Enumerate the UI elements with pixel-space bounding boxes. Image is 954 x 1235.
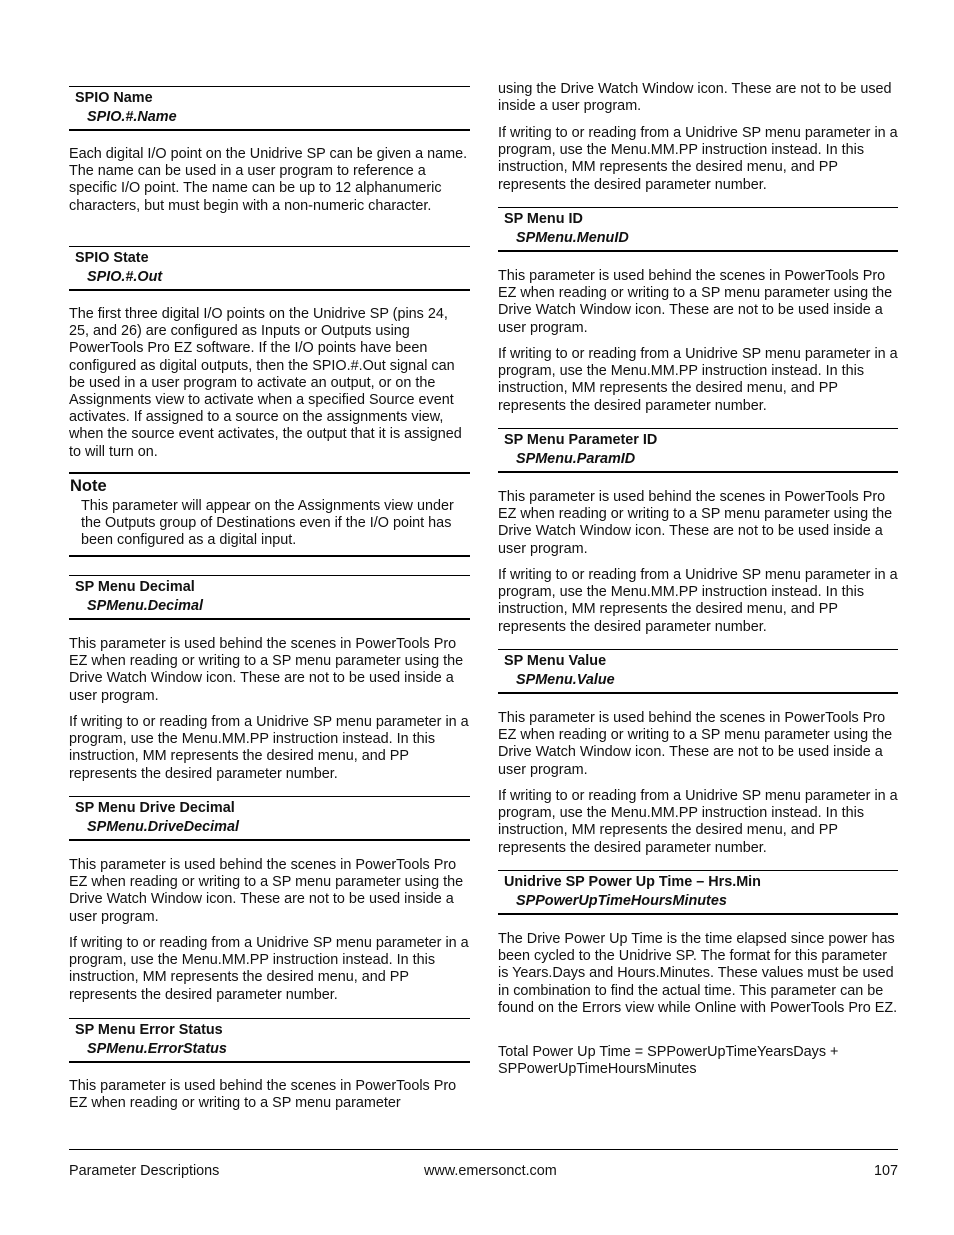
note-box (69, 472, 470, 557)
spio-name-header (69, 86, 470, 131)
param-title: SP Menu Error Status (75, 1022, 223, 1038)
power-up-time-header (498, 870, 898, 915)
sp-menu-id-menu-instruction: If writing to or reading from a Unidrive SP menu parameter in a program, use the Menu.MM.PP instruction instead. In this instruction, MM represents the desired menu, and PP represents the desired parameter number. (498, 346, 898, 414)
param-variable: SPMenu.Decimal (87, 598, 203, 614)
sp-menu-error-status-usage-continued: using the Drive Watch Window icon. These are not to be used inside a user program. (498, 81, 892, 115)
sp-menu-error-status-usage: This parameter is used behind the scenes in PowerTools Pro EZ when reading or writing to a SP menu parameter (69, 1078, 457, 1112)
param-title: SPIO State (75, 250, 149, 266)
param-variable: SPMenu.ErrorStatus (87, 1041, 227, 1057)
sp-menu-id-usage: This parameter is used behind the scenes in PowerTools Pro EZ when reading or writing to a SP menu parameter using the Drive Watch Window icon. These are not to be used inside a user program. (498, 268, 893, 336)
param-title: SP Menu Drive Decimal (75, 800, 235, 816)
param-variable: SPIO.#.Name (87, 109, 177, 125)
sp-menu-parameter-id-menu-instruction: If writing to or reading from a Unidrive SP menu parameter in a program, use the Menu.MM.PP instruction instead. In this instruction, MM represents the desired menu, and PP represents the desired parameter number. (498, 567, 898, 635)
sp-menu-parameter-id-usage: This parameter is used behind the scenes in PowerTools Pro EZ when reading or writing to a SP menu parameter using the Drive Watch Window icon. These are not to be used inside a user program. (498, 489, 893, 557)
param-title: SP Menu Parameter ID (504, 432, 658, 448)
sp-menu-decimal-menu-instruction: If writing to or reading from a Unidrive SP menu parameter in a program, use the Menu.MM.PP instruction instead. In this instruction, MM represents the desired menu, and PP represents the desired parameter number. (69, 714, 469, 782)
power-up-time-description: The Drive Power Up Time is the time elapsed since power has been cycled to the Unidrive SP. The format for this parameter is Years.Days and Hours.Minutes. These values must be used in combination to find the actual time. This parameter can be found on the Errors view while Online with PowerTools Pro EZ. (498, 931, 898, 1016)
spio-state-header (69, 246, 470, 291)
footer-section-title: Parameter Descriptions (69, 1163, 220, 1179)
footer-url: www.emersonct.com (424, 1163, 557, 1179)
param-variable: SPIO.#.Out (87, 269, 163, 285)
sp-menu-drive-decimal-header (69, 796, 470, 841)
sp-menu-error-status-header (69, 1018, 470, 1063)
param-variable: SPMenu.ParamID (516, 451, 636, 467)
sp-menu-id-header (498, 207, 898, 252)
sp-menu-error-status-menu-instruction: If writing to or reading from a Unidrive SP menu parameter in a program, use the Menu.MM.PP instruction instead. In this instruction, MM represents the desired menu, and PP represents the desired parameter number. (498, 125, 898, 193)
sp-menu-value-usage: This parameter is used behind the scenes in PowerTools Pro EZ when reading or writing to a SP menu parameter using the Drive Watch Window icon. These are not to be used inside a user program. (498, 710, 893, 778)
sp-menu-parameter-id-header (498, 428, 898, 473)
sp-menu-decimal-header (69, 575, 470, 620)
footer-divider (69, 1149, 898, 1150)
sp-menu-value-header (498, 649, 898, 694)
param-title: SP Menu Decimal (75, 579, 195, 595)
param-variable: SPMenu.Value (516, 672, 615, 688)
param-title: Unidrive SP Power Up Time – Hrs.Min (504, 874, 761, 890)
power-up-time-formula: Total Power Up Time = SPPowerUpTimeYearsDays + SPPowerUpTimeHoursMinutes (498, 1044, 839, 1078)
sp-menu-drive-decimal-usage: This parameter is used behind the scenes in PowerTools Pro EZ when reading or writing to a SP menu parameter using the Drive Watch Window icon. These are not to be used inside a user program. (69, 857, 464, 925)
note-title: Note (70, 477, 107, 495)
param-title: SP Menu Value (504, 653, 607, 669)
footer-page-number: 107 (873, 1163, 898, 1179)
spio-name-description: Each digital I/O point on the Unidrive SP can be given a name. The name can be used in a user program to reference a specific I/O point. The name can be up to 12 alphanumeric characters, but must begin with a non-numeric character. (69, 146, 468, 214)
param-title: SPIO Name (75, 90, 153, 106)
param-variable: SPPowerUpTimeHoursMinutes (516, 893, 727, 909)
param-title: SP Menu ID (504, 211, 583, 227)
param-variable: SPMenu.DriveDecimal (87, 819, 239, 835)
spio-state-description: The first three digital I/O points on the Unidrive SP (pins 24, 25, and 26) are configured as Inputs or Outputs using PowerTools Pro EZ software. If the I/O points have been configured as digital outputs, then the SPIO.#.Out signal can be used in a user program to activate an output, or on the Assignments view to activate when a specified Source event activates. If assigned to a source on the assignments view, when the source event activates, the output that it is assigned to will turn on. (69, 306, 462, 460)
sp-menu-decimal-usage: This parameter is used behind the scenes in PowerTools Pro EZ when reading or writing to a SP menu parameter using the Drive Watch Window icon. These are not to be used inside a user program. (69, 636, 464, 704)
sp-menu-value-menu-instruction: If writing to or reading from a Unidrive SP menu parameter in a program, use the Menu.MM.PP instruction instead. In this instruction, MM represents the desired menu, and PP represents the desired parameter number. (498, 788, 898, 856)
param-variable: SPMenu.MenuID (516, 230, 629, 246)
sp-menu-drive-decimal-menu-instruction: If writing to or reading from a Unidrive SP menu parameter in a program, use the Menu.MM.PP instruction instead. In this instruction, MM represents the desired menu, and PP represents the desired parameter number. (69, 935, 469, 1003)
note-text: This parameter will appear on the Assignments view under the Outputs group of Destinations even if the I/O point has been configured as a digital input. (81, 498, 454, 549)
